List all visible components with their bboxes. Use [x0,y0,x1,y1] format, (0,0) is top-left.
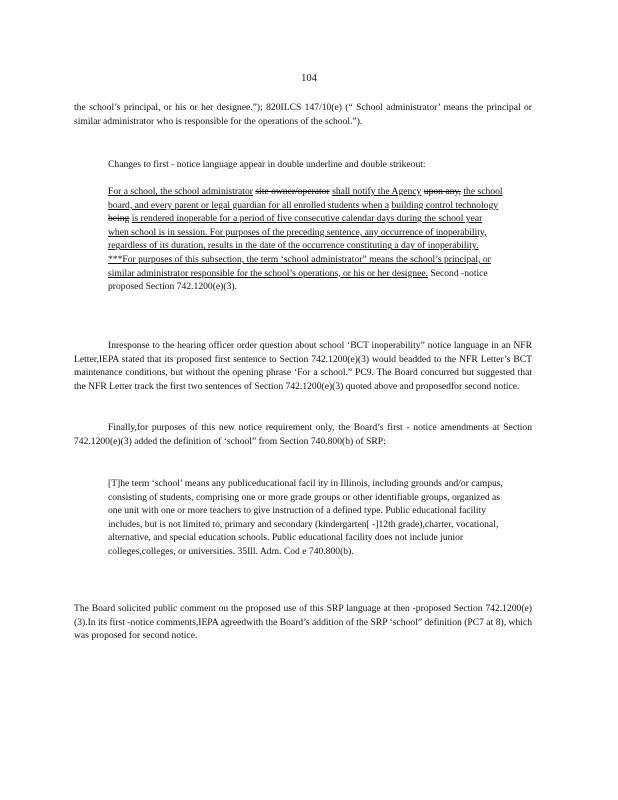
added-text: shall notify the Agency [332,186,422,197]
struck-text: site owner/operator [255,186,330,197]
paragraph-public-comment: The Board solicited public comment on the proposed use of this SRP language at then -proposed Section 742.1200(e)(3).In its first -notice comments,IEPA agreedwith the Board’s addition of the SRP ‘school” definition (PC7 at 8), which was proposed for second notice. [74,603,532,642]
added-text: is rendered inoperable for a period of five consecutive calendar days during the school year when school is in session. For purposes of the preceding sentence, any occurrence of inoperability, regardless of its duration, results in the date of the occurrence constituting a day of inoperability. ***For purposes of this subsection, the term ‘school administrator” means the school’s principal, or similar administrator responsible for the school’s operations, or his or her designee. [108,213,491,279]
struck-text: being [108,213,130,225]
paragraph-hearing-officer-response: Inresponse to the hearing officer order question about school ‘BCT inoperability” notice language in an NFR Letter,IEPA stated that its proposed first sentence to Section 742.1200(e)(3) would beadded to the NFR Letter’s BCT maintenance conditions, but without the opening phrase ‘For a school.” PC9. The Board concurred but suggested that the NFR Letter track the first two sentences of Section 742.1200(e)(3) quoted above and proposedfor second notice. [74,340,532,392]
added-text: building control technology [391,199,499,211]
added-text: For a school, the school administrator [108,186,253,197]
paragraph-school-administrator-definition: the school’s principal, or his or her designee.”); 820ILCS 147/10(e) (“ School administrator’ means the principal or similar administrator who is responsible for the operations of the school.”). [74,102,532,127]
page-number: 104 [301,73,317,84]
paragraph-school-definition-intro: Finally,for purposes of this new notice requirement only, the Board’s first - notice amendments at Section 742.1200(e)(3) added the definition of ‘school” from Section 740.800(b) of SRP: [74,422,532,447]
paragraph-changes-note: Changes to first - notice language appear in double underline and double strikeout: [108,159,426,170]
added-text: the school board, and every parent or legal guardian for all enrolled students when a [108,186,503,211]
struck-text: upon any, [423,186,461,197]
quoted-school-definition: [T]he term ‘school’ means any publiceducational facil ity in Illinois, including grounds and/or campus, consisting of students, comprising one or more grade groups or other identifiable groups, organized as one unit with one or more teachers to give instruction of a defined type. Public educational facility includes, but is not limited to, primary and secondary (kindergarten[ -]12th grade),charter, vocational, alternative, and special education schools. Public educational facility does not include junior colleges,colleges, or universities. 35Ill. Adm. Cod e 740.800(b). [108,478,503,557]
quoted-notice-language [108,185,504,294]
quote-citation: Second -notice proposed Section 742.1200(e)(3). [108,267,488,293]
